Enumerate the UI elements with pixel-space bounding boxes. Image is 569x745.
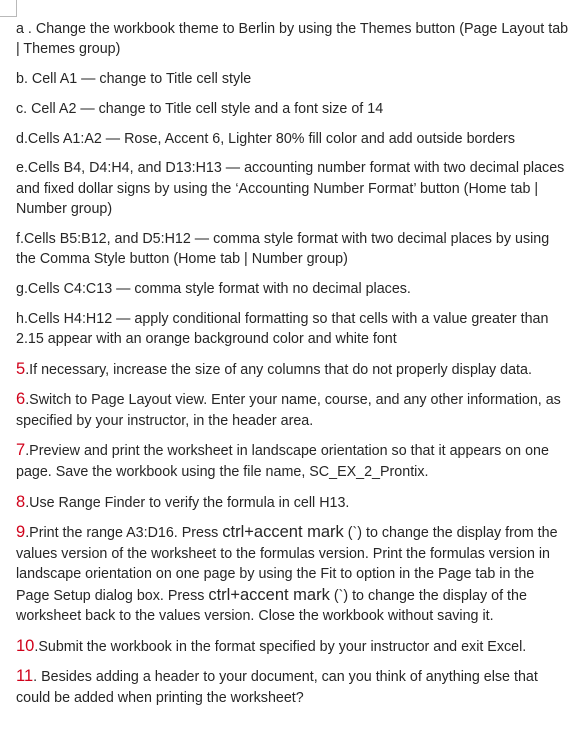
instruction-f: f.Cells B5:B12, and D5:H12 — comma style format with two decimal places by using the Comma Style button (Home tab | Number group): [16, 230, 550, 268]
step-11: [16, 666, 569, 708]
step-8: [16, 492, 569, 513]
step-text: .Use Range Finder to verify the formula in cell H13.: [25, 494, 350, 511]
step-10: [16, 636, 569, 657]
step-number: 9: [16, 523, 26, 542]
instruction-a: a . Change the workbook theme to Berlin by using the Themes button (Page Layout tab | Themes group): [16, 21, 569, 58]
keyboard-shortcut: ctrl+accent mark: [222, 523, 344, 542]
step-9: [16, 522, 569, 626]
step-number: 11: [16, 667, 34, 686]
step-7: [16, 440, 569, 482]
instruction-e: e.Cells B4, D4:H4, and D13:H13 — accounting number format with two decimal places and fixed dollar signs by using the ‘Accounting Number Format’ button (Home tab | Number group): [16, 160, 565, 218]
step-text-part2: (`) to change the display from the values version of the worksheet to the formulas version. Print the formulas version in landscape orientation on one page by using the Fit to option in the Page tab in the Page Setup dialog box. Press: [16, 525, 558, 604]
instruction-g: g.Cells C4:C13 — comma style format with no decimal places.: [16, 280, 411, 297]
step-text: .Submit the workbook in the format specified by your instructor and exit Excel.: [34, 638, 527, 655]
page-corner-mark: [0, 0, 17, 17]
keyboard-shortcut: ctrl+accent mark: [208, 585, 330, 604]
step-number: 6: [16, 390, 26, 409]
instruction-d: d.Cells A1:A2 — Rose, Accent 6, Lighter 80% fill color and add outside borders: [16, 130, 516, 147]
instruction-c: c. Cell A2 — change to Title cell style and a font size of 14: [16, 100, 384, 117]
step-text: . Besides adding a header to your document, can you think of anything else that could be added when printing the worksheet?: [16, 669, 538, 706]
step-6: [16, 389, 569, 431]
step-number: 5: [16, 359, 26, 378]
step-text: .Preview and print the worksheet in landscape orientation so that it appears on one page. Save the workbook using the file name, SC_EX_2_Prontix.: [16, 443, 549, 480]
step-text: .Switch to Page Layout view. Enter your name, course, and any other information, as specified by your instructor, in the header area.: [16, 392, 561, 429]
instructions-body: [16, 19, 569, 717]
step-number: 7: [16, 441, 26, 460]
step-number: 10: [16, 636, 35, 655]
instruction-h: h.Cells H4:H12 — apply conditional formatting so that cells with a value greater than 2.15 appear with an orange background color and white font: [16, 310, 549, 347]
step-number: 8: [16, 492, 26, 511]
step-text: .If necessary, increase the size of any columns that do not properly display data.: [25, 361, 532, 378]
step-text-part3: (`) to change the display of the worksheet back to the values version. Close the workbook without saving it.: [16, 587, 527, 624]
step-5: [16, 359, 569, 380]
step-text-part1: .Print the range A3:D16. Press: [25, 525, 223, 542]
instruction-b: b. Cell A1 — change to Title cell style: [16, 71, 252, 88]
